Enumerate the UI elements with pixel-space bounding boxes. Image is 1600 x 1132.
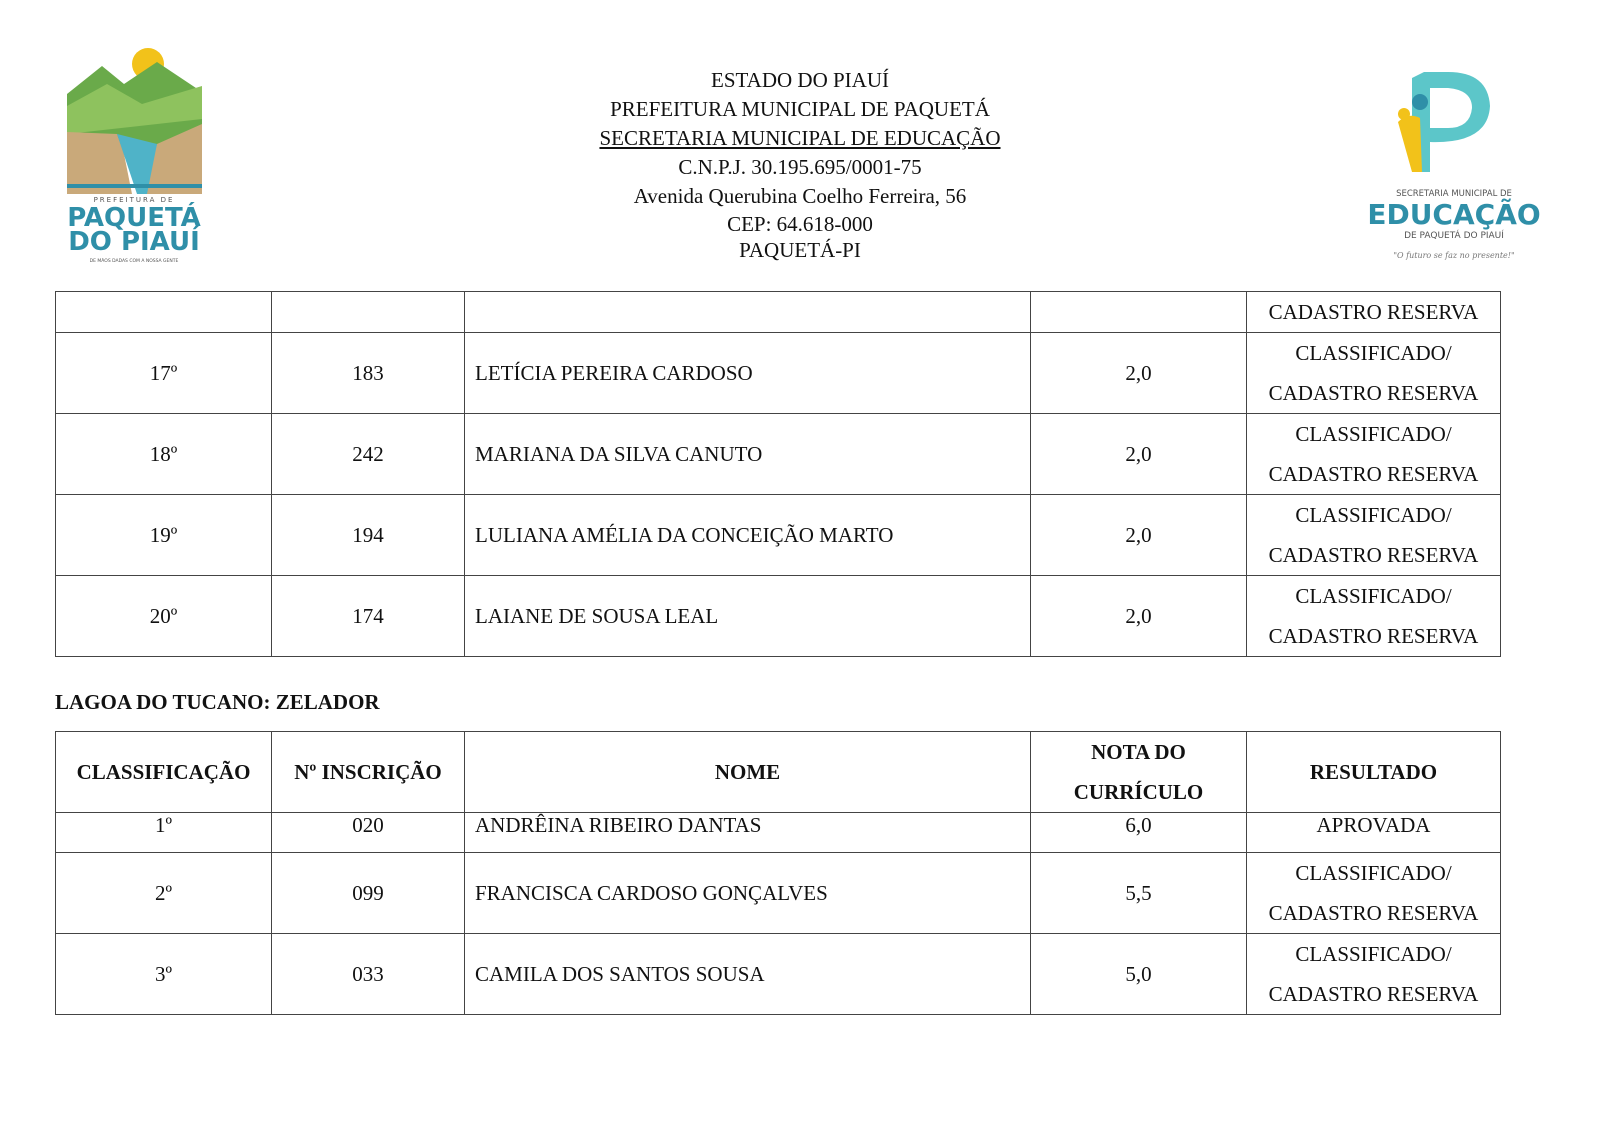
- header-secretaria: SECRETARIA MUNICIPAL DE EDUCAÇÃO: [599, 126, 1001, 150]
- result-line1: CLASSIFICADO/: [1295, 422, 1452, 446]
- secretaria-educacao-logo: [1368, 62, 1540, 274]
- score-cell: 2,0: [1031, 576, 1247, 657]
- position-cell: 3º: [56, 934, 272, 1015]
- inscription-cell: 033: [272, 934, 465, 1015]
- logo-tagline: DE MÃOS DADAS COM A NOSSA GENTE: [89, 259, 179, 264]
- result-line1: CLASSIFICADO/: [1295, 503, 1452, 527]
- logo-right-line2: EDUCAÇÃO: [1368, 198, 1540, 231]
- position-cell: 17º: [56, 333, 272, 414]
- score-cell: 5,5: [1031, 853, 1247, 934]
- logo-right-line1: SECRETARIA MUNICIPAL DE: [1396, 189, 1512, 199]
- result-line2: CADASTRO RESERVA: [1268, 381, 1479, 405]
- header-nota-line1: NOTA DO: [1091, 740, 1186, 764]
- result-line2: CADASTRO RESERVA: [1268, 624, 1479, 648]
- result-cell: APROVADA: [1247, 813, 1501, 853]
- name-cell: FRANCISCA CARDOSO GONÇALVES: [465, 853, 1031, 934]
- logo-name-line1: PAQUETÁ: [67, 203, 201, 233]
- result-line1: CLASSIFICADO/: [1295, 584, 1452, 608]
- logo-name-line2: DO PIAUÍ: [68, 227, 200, 257]
- result-cell: [1247, 576, 1501, 657]
- result-cell: [1247, 292, 1501, 333]
- result-line2: CADASTRO RESERVA: [1268, 543, 1479, 567]
- result-cell: [1247, 934, 1501, 1015]
- name-cell: [465, 292, 1031, 333]
- position-cell: 2º: [56, 853, 272, 934]
- document-header: [480, 66, 1120, 263]
- result-line2: CADASTRO RESERVA: [1268, 300, 1479, 324]
- result-line1: CLASSIFICADO/: [1295, 861, 1452, 885]
- table-header-row: [56, 732, 1501, 813]
- name-cell: LAIANE DE SOUSA LEAL: [465, 576, 1031, 657]
- section-title: LAGOA DO TUCANO: ZELADOR: [55, 690, 380, 714]
- inscription-cell: 020: [272, 813, 465, 853]
- position-cell: 19º: [56, 495, 272, 576]
- header-inscricao: Nº INSCRIÇÃO: [272, 732, 465, 813]
- header-address: Avenida Querubina Coelho Ferreira, 56: [633, 184, 967, 208]
- score-cell: 2,0: [1031, 414, 1247, 495]
- inscription-cell: 183: [272, 333, 465, 414]
- result-cell: [1247, 495, 1501, 576]
- table-row: [56, 495, 1501, 576]
- header-cep: CEP: 64.618-000: [727, 212, 873, 236]
- logo-right-tagline: "O futuro se faz no presente!": [1393, 251, 1515, 260]
- table-row: [56, 853, 1501, 934]
- inscription-cell: 099: [272, 853, 465, 934]
- score-cell: 2,0: [1031, 333, 1247, 414]
- header-nota-line2: CURRÍCULO: [1073, 780, 1204, 804]
- header-resultado: RESULTADO: [1247, 732, 1501, 813]
- header-classificacao: CLASSIFICAÇÃO: [56, 732, 272, 813]
- table-row: [56, 414, 1501, 495]
- result-cell: [1247, 853, 1501, 934]
- inscription-cell: 194: [272, 495, 465, 576]
- table-row: [56, 813, 1501, 853]
- header-prefeitura: PREFEITURA MUNICIPAL DE PAQUETÁ: [610, 97, 990, 121]
- logo-small-text: PREFEITURA DE: [93, 196, 175, 204]
- table-row: [56, 576, 1501, 657]
- results-table-continued: [55, 291, 1501, 657]
- result-line2: CADASTRO RESERVA: [1268, 982, 1479, 1006]
- prefeitura-logo: [62, 44, 212, 266]
- position-cell: 20º: [56, 576, 272, 657]
- position-cell: 1º: [56, 813, 272, 853]
- position-cell: [56, 292, 272, 333]
- result-line1: CLASSIFICADO/: [1295, 341, 1452, 365]
- result-cell: [1247, 333, 1501, 414]
- header-city: PAQUETÁ-PI: [739, 238, 861, 262]
- table-row: [56, 333, 1501, 414]
- position-cell: 18º: [56, 414, 272, 495]
- result-cell: [1247, 414, 1501, 495]
- inscription-cell: 174: [272, 576, 465, 657]
- score-cell: [1031, 292, 1247, 333]
- name-cell: LULIANA AMÉLIA DA CONCEIÇÃO MARTO: [465, 495, 1031, 576]
- score-cell: 2,0: [1031, 495, 1247, 576]
- header-nome: NOME: [465, 732, 1031, 813]
- score-cell: 6,0: [1031, 813, 1247, 853]
- result-line1: CLASSIFICADO/: [1295, 942, 1452, 966]
- table-row: [56, 292, 1501, 333]
- result-line2: CADASTRO RESERVA: [1268, 901, 1479, 925]
- header-nota: [1031, 732, 1247, 813]
- header-cnpj: C.N.P.J. 30.195.695/0001-75: [678, 155, 922, 179]
- score-cell: 5,0: [1031, 934, 1247, 1015]
- logo-right-line3: DE PAQUETÁ DO PIAUÍ: [1404, 231, 1504, 241]
- name-cell: ANDRÊINA RIBEIRO DANTAS: [465, 813, 1031, 853]
- table-row: [56, 934, 1501, 1015]
- results-table-zelador: [55, 731, 1501, 1015]
- inscription-cell: [272, 292, 465, 333]
- header-state: ESTADO DO PIAUÍ: [711, 68, 889, 92]
- name-cell: CAMILA DOS SANTOS SOUSA: [465, 934, 1031, 1015]
- inscription-cell: 242: [272, 414, 465, 495]
- name-cell: MARIANA DA SILVA CANUTO: [465, 414, 1031, 495]
- result-line2: CADASTRO RESERVA: [1268, 462, 1479, 486]
- name-cell: LETÍCIA PEREIRA CARDOSO: [465, 333, 1031, 414]
